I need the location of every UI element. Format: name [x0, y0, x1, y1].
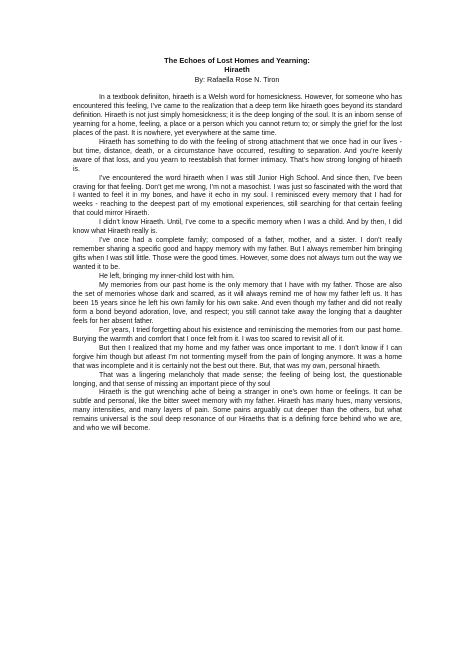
- document-title: [0, 56, 474, 74]
- paragraph-10: That was a lingering melancholy that made sense; the feeling of being lost, the questionable longing, and that sense of missing an important piece of thy soul: [73, 371, 402, 388]
- paragraph-11: Hiraeth is the gut wrenching ache of being a stranger in one’s own home or feelings. It can be subtle and personal, like the bitter sweet memory with my father. Hiraeth has many hues, many versions, many intensities, and many layers of pain. Some pains arguably cut deeper than the others, but what remains universal is the soul deep resonance of our Hiraeths that is a defining force behind who we are, and who we will become.: [73, 389, 402, 433]
- title-line-2: Hiraeth: [224, 65, 250, 74]
- paragraph-1: In a textbook definiiton, hiraeth is a Welsh word for homesickness. However, for someone who has encountered this feeling, I’ve came to the realization that a deep term like hiraeth goes beyond its standard definition. Hiraeth is not just simply homesickness; it is the deep longing of the soul. It is an inborn sense of yearning for a home, feeling, a place or a person which you cannot return to; or simply the grief for the lost places of the past. It is nowhere, yet everywhere at the same time.: [73, 94, 402, 137]
- essay-body: [73, 94, 402, 434]
- author-byline: By: Rafaella Rose N. Tiron: [194, 75, 280, 84]
- title-line-1: The Echoes of Lost Homes and Yearning:: [164, 56, 310, 65]
- paragraph-3: I’ve encountered the word hiraeth when I was still Junior High School. And since then, I’ve been craving for that feeling. Don’t get me wrong, I’m not a masochist. I was just so fascinated with the word that I wanted to feel it in my bones, and have it echo in my soul. I reminisced every memory that I had for weeks - reaching to the deepest part of my emotional experiences, still searching for that certain feeling that could mirror Hiraeth.: [73, 174, 402, 218]
- paragraph-7: My memories from our past home is the only memory that I have with my father. Those are also the set of memories whose dark and scarred, as it will always remind me of how my father left us. It has been 15 years since he left his own family for his own sake. And even though my father and did not really form a bond beyond adoration, love, and respect; you still cannot take away the longing that a daughter feels for her absent father.: [73, 282, 402, 325]
- paragraph-4: I didn’t know Hiraeth. Until, I’ve come to a specific memory when I was a child. And by then, I did know what Hiraeth really is.: [73, 219, 402, 236]
- paragraph-8: For years, I tried forgetting about his existence and reminiscing the memories from our past home. Burying the warmth and comfort that I once felt from it. I was too scared to revisit all of it.: [73, 326, 402, 343]
- paragraph-9: But then I realized that my home and my father was once important to me. I don’t know if I can forgive him though but atleast I’m not tormenting myself from the pain of longing anymore. It was a home that was incomplete and it is certainly not the best out there. But, that was my own, personal hiraeth.: [73, 344, 402, 370]
- paragraph-2: Hiraeth has something to do with the feeling of strong attachment that we once had in our lives - but time, distance, death, or a circumstance have occurred, resulting to separation. And you’re keenly aware of that loss, and you yearn to reestablish that former intimacy. That’s how strong longing of hiraeth is.: [73, 138, 402, 173]
- paragraph-6: He left, bringing my inner-child lost with him.: [99, 273, 235, 281]
- paragraph-5: I’ve once had a complete family; composed of a father, mother, and a sister. I don’t really remember sharing a specific good and happy memory with my father. But I always remember him bringing gifts when I was still little. Those were the good times. However, some does not always turn out the way we wanted it to be.: [73, 237, 402, 272]
